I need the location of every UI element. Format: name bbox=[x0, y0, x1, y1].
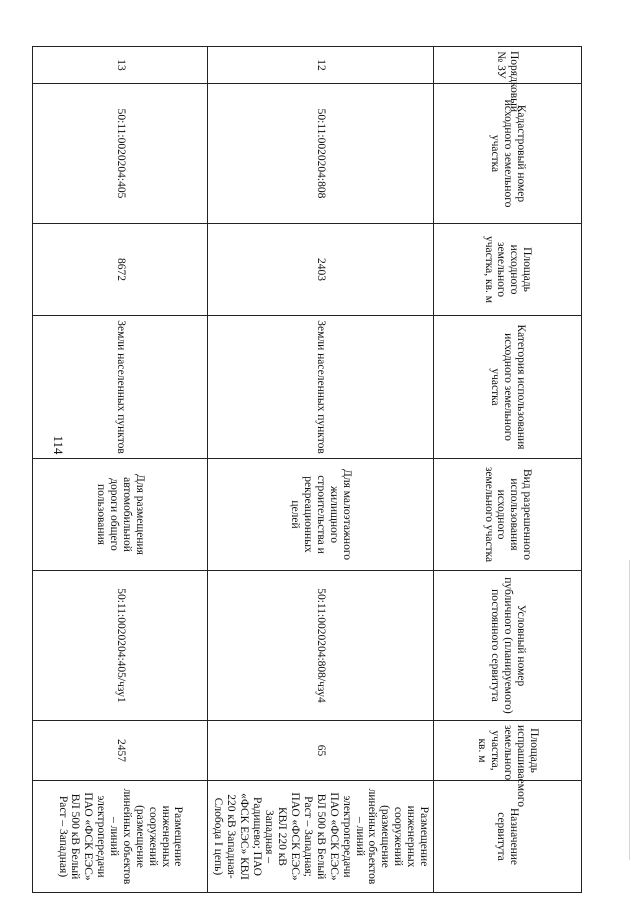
header-servitude-number: Условный номер публичного (планируемого) постоянного сервитута bbox=[434, 571, 582, 721]
header-area-servitude: Площадь испрашиваемого земельного участка, кв. м bbox=[434, 721, 582, 781]
cell-area-source: 2403 bbox=[208, 224, 434, 316]
cell-servitude-number: 50:11:0020204:808/чзу4 bbox=[208, 571, 434, 721]
servitude-table bbox=[32, 46, 582, 893]
cell-area-servitude: 2457 bbox=[33, 721, 208, 781]
header-category: Категория использования исходного земельного участка bbox=[434, 316, 582, 459]
cell-category: Земли населенных пунктов bbox=[33, 316, 208, 459]
cell-area-source: 8672 bbox=[33, 224, 208, 316]
header-area-source: Площадь исходного земельного участка, кв. м bbox=[434, 224, 582, 316]
header-purpose: Назначение сервитута bbox=[434, 781, 582, 893]
table-row bbox=[33, 47, 208, 893]
cell-purpose: Размещение инженерных сооружений (размещение линейных объектов – линий электропередачи ПАО «ФСК ЕЭС» ВЛ 500 кВ Белый Раст – Западная) bbox=[33, 781, 208, 893]
scan-edge-line bbox=[629, 560, 630, 860]
header-row bbox=[434, 47, 582, 893]
cell-use: Для малоэтажного жилищного строительства и рекреационных целей bbox=[208, 459, 434, 571]
cell-num: 13 bbox=[33, 47, 208, 84]
cell-servitude-number: 50:11:0020204:405/чзу1 bbox=[33, 571, 208, 721]
cell-area-servitude: 65 bbox=[208, 721, 434, 781]
page-number: 114 bbox=[51, 435, 66, 455]
header-num: Порядковый № ЗУ bbox=[434, 47, 582, 84]
table-row bbox=[208, 47, 434, 893]
cell-use: Для размещения автомобильной дороги общего пользования bbox=[33, 459, 208, 571]
cell-purpose: Размещение инженерных сооружений (размещение линейных объектов – линий электропередачи ПАО «ФСК ЕЭС» ВЛ 500 кВ Белый Раст – Западная; ПАО «ФСК ЕЭС» КВЛ 220 кВ Западная – Радищево; ПАО «ФСК ЕЭС» КВЛ 220 кВ Западная-Слобода I цепь) bbox=[208, 781, 434, 893]
cell-category: Земли населенных пунктов bbox=[208, 316, 434, 459]
cell-cadastral: 50:11:0020204:808 bbox=[208, 84, 434, 224]
cell-cadastral: 50:11:0020204:405 bbox=[33, 84, 208, 224]
header-use: Вид разрешенного использования исходного земельного участка bbox=[434, 459, 582, 571]
header-cadastral: Кадастровый номер исходного земельного участка bbox=[434, 84, 582, 224]
cell-num: 12 bbox=[208, 47, 434, 84]
